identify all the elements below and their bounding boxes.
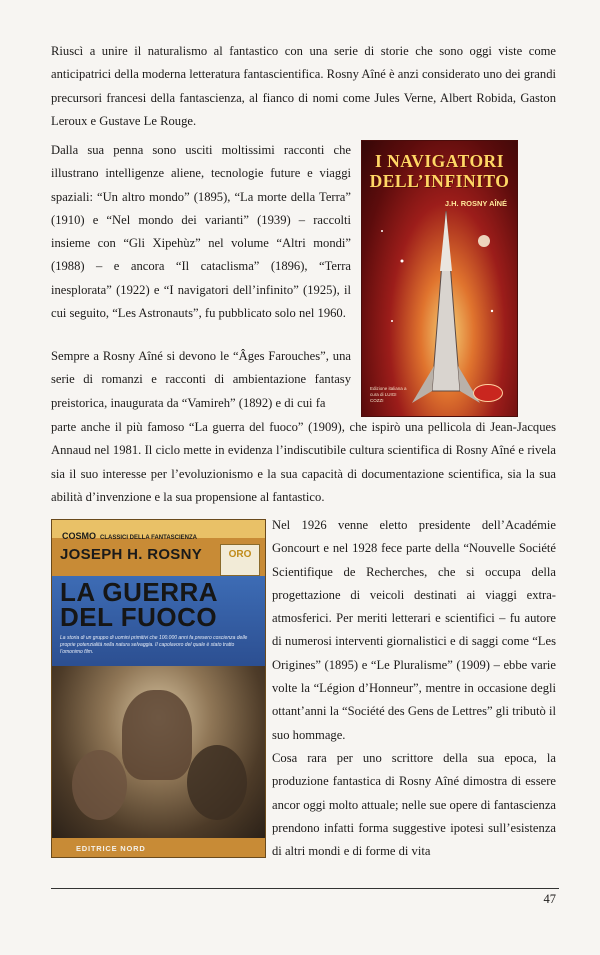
- series-name: CLASSICI DELLA FANTASCIENZA: [100, 535, 198, 541]
- cover-editor-note: Edizione italiana a cura di LUIGI COZZI: [370, 386, 407, 403]
- series-badge: [220, 544, 260, 576]
- series-brand: COSMO: [62, 531, 97, 541]
- paragraph-intro: Riuscì a unire il naturalismo al fantastico con una serie di storie che sono oggi viste come anticipatrici della moderna letteratura fantascientifica. Rosny Aîné è anzi considerato uno dei grandi precursori francesi della fantascienza, al fianco di nomi come Jules Verne, Albert Robida, Gaston Leroux e Gustave Le Rouge.: [51, 44, 556, 128]
- badge-label: ORO: [228, 549, 252, 560]
- paragraph-modernity: Cosa rara per uno scrittore della sua epoca, la produzione fantastica di Rosny Aîné dimostra di essere ancor oggi molto attuale; nelle sue opere di fantascienza prendono infatti forma suggestive ipotesi sull’esistenza di altri mondi e di forme di vita: [272, 751, 556, 859]
- paragraph-ages-farouches: Sempre a Rosny Aîné si devono le “Âges Farouches”, una serie di romanzi e racconti di ambientazione fantasy preistorica, inaugurata da “Vamireh” (1892) e di cui fa: [51, 349, 351, 410]
- paragraph-academie: Nel 1926 venne eletto presidente dell’Académie Goncourt e nel 1928 fece parte della “Nouvelle Société Scientifique de Recherches, che si occupa della progettazione di veicoli destinati ai viaggi extra-atmosferici. Per meriti letterari e scientifici – fu autore di numerosi interventi giornalistici e di saggi come “Les Origines” (1895) e “Le Pluralisme” (1909) – ebbe varie volte la “Légion d’Honneur”, mentre in occasione degli ottant’anni la “Société des Gens de Lettres” gli tributò il suo hommage.: [272, 518, 556, 742]
- creature-figure: [122, 690, 192, 780]
- rocket-illustration: [362, 141, 517, 416]
- cover-author: J.H. ROSNY AÎNÉ: [444, 199, 507, 208]
- publisher-logo: [473, 384, 503, 402]
- book-cover-guerra-del-fuoco: [51, 519, 266, 858]
- cover-title: LA GUERRA DEL FUOCO: [60, 577, 218, 632]
- series-label: [62, 531, 197, 541]
- creature-figure: [187, 745, 247, 820]
- cover-publisher: EDITRICE NORD: [76, 844, 146, 853]
- creature-figure: [72, 750, 127, 820]
- paragraph-works: Dalla sua penna sono usciti moltissimi racconti che illustrano intelligenze aliene, tecnologie future e viaggi spaziali: “Un altro mondo” (1895), “La morte della Terra” (1910) e “Nel mondo dei varianti” (1939) – raccolti insieme con “Gli Xipehùz” nel volume “Altri mondi” (1988) – e ancora “Il cataclisma” (1896), “Terra inesplorata” (1922) e “I navigatori dell’infinito” (1925), il cui seguito, “Les Astronauts”, fu pubblicato solo nel 1960.: [51, 143, 351, 321]
- paragraph-guerra-fuoco: parte anche il più famoso “La guerra del fuoco” (1909), che ispirò una pellicola di Jean-Jacques Annaud nel 1981. Il ciclo mette in evidenza l’indiscutibile cultura scientifica di Rosny Aîné e rivela sia il suo interesse per l’evoluzionismo e la sua capacità di documentazione scientifica, sia la sua abilità d’invenzione e la sua propensione al fantastico.: [51, 420, 556, 504]
- page-number: 47: [543, 892, 556, 906]
- cover-blurb: La storia di un gruppo di uomini primitivi che 100.000 anni fa presero coscienza delle proprie potenzialità nella natura selvaggia. Il capolavoro del quale è stato tratto l’omonimo film.: [60, 635, 248, 655]
- cover-title: I NAVIGATORI DELL’INFINITO: [369, 151, 510, 191]
- cover-author: JOSEPH H. ROSNY: [60, 546, 203, 563]
- footer-divider: [51, 888, 559, 889]
- book-cover-navigatori: [361, 140, 518, 417]
